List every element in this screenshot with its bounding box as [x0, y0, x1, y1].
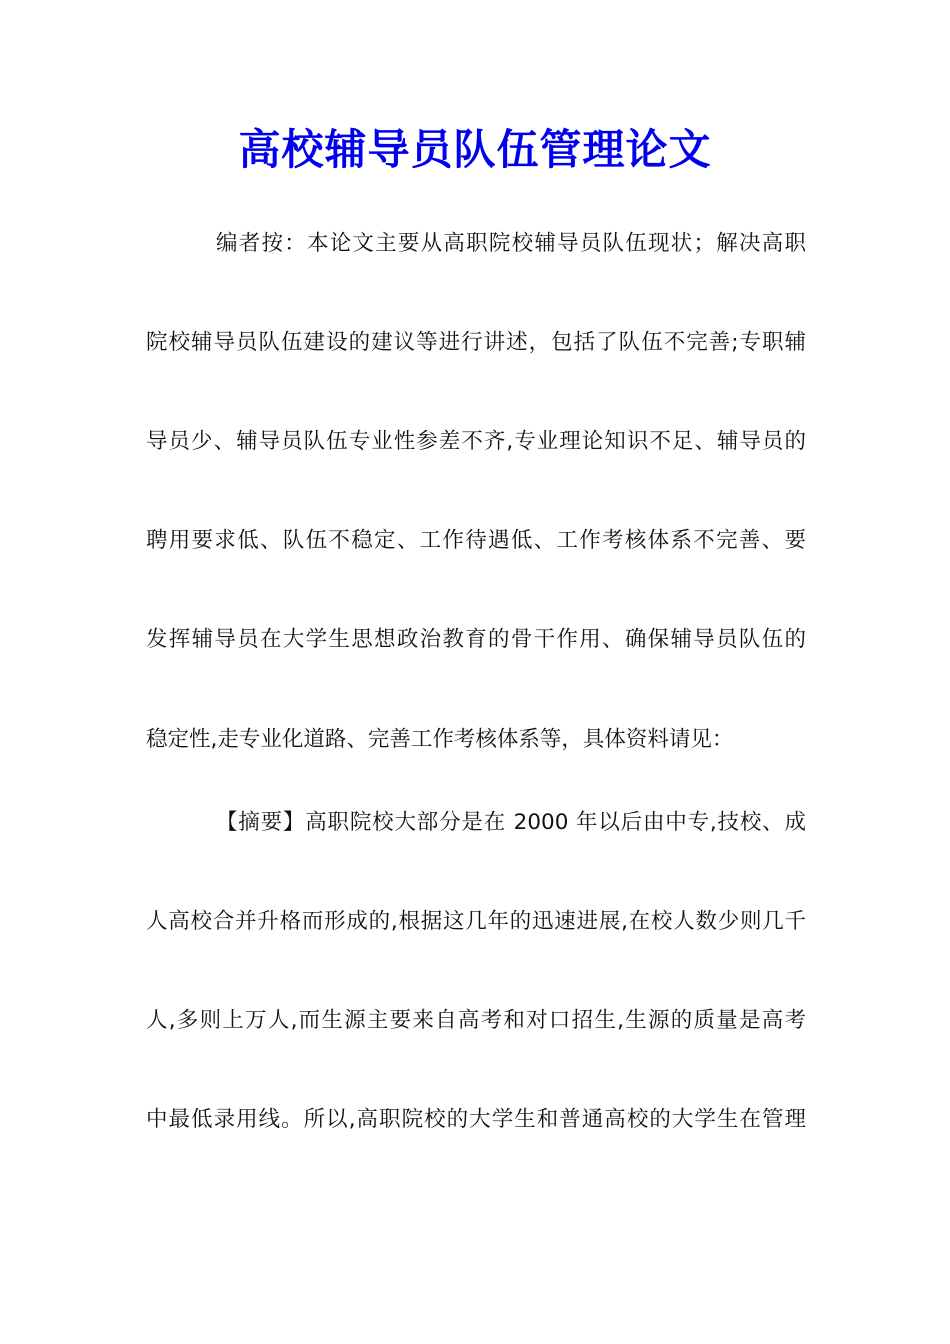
document-title: 高校辅导员队伍管理论文 — [238, 125, 712, 174]
paragraph-line: 发挥辅导员在大学生思想政治教育的骨干作用、确保辅导员队伍的 — [146, 627, 806, 652]
paragraph-line: 院校辅导员队伍建设的建议等进行讲述，包括了队伍不完善;专职辅 — [146, 330, 806, 355]
paragraph-line: 聘用要求低、队伍不稳定、工作待遇低、工作考核体系不完善、要 — [146, 528, 806, 553]
paragraph-line: 人高校合并升格而形成的,根据这几年的迅速进展,在校人数少则几千 — [146, 909, 806, 934]
paragraph-line: 【摘要】高职院校大部分是在 2000 年以后由中专,技校、成 — [216, 810, 806, 835]
paragraph-line: 中最低录用线。所以,高职院校的大学生和普通高校的大学生在管理 — [146, 1107, 806, 1132]
paragraph-line: 导员少、辅导员队伍专业性参差不齐,专业理论知识不足、辅导员的 — [146, 429, 806, 454]
paragraph-line: 人,多则上万人,而生源主要来自高考和对口招生,生源的质量是高考 — [146, 1008, 806, 1033]
paragraph-line: 编者按：本论文主要从高职院校辅导员队伍现状；解决高职 — [216, 231, 806, 256]
paragraph-line: 稳定性,走专业化道路、完善工作考核体系等，具体资料请见： — [146, 727, 734, 752]
